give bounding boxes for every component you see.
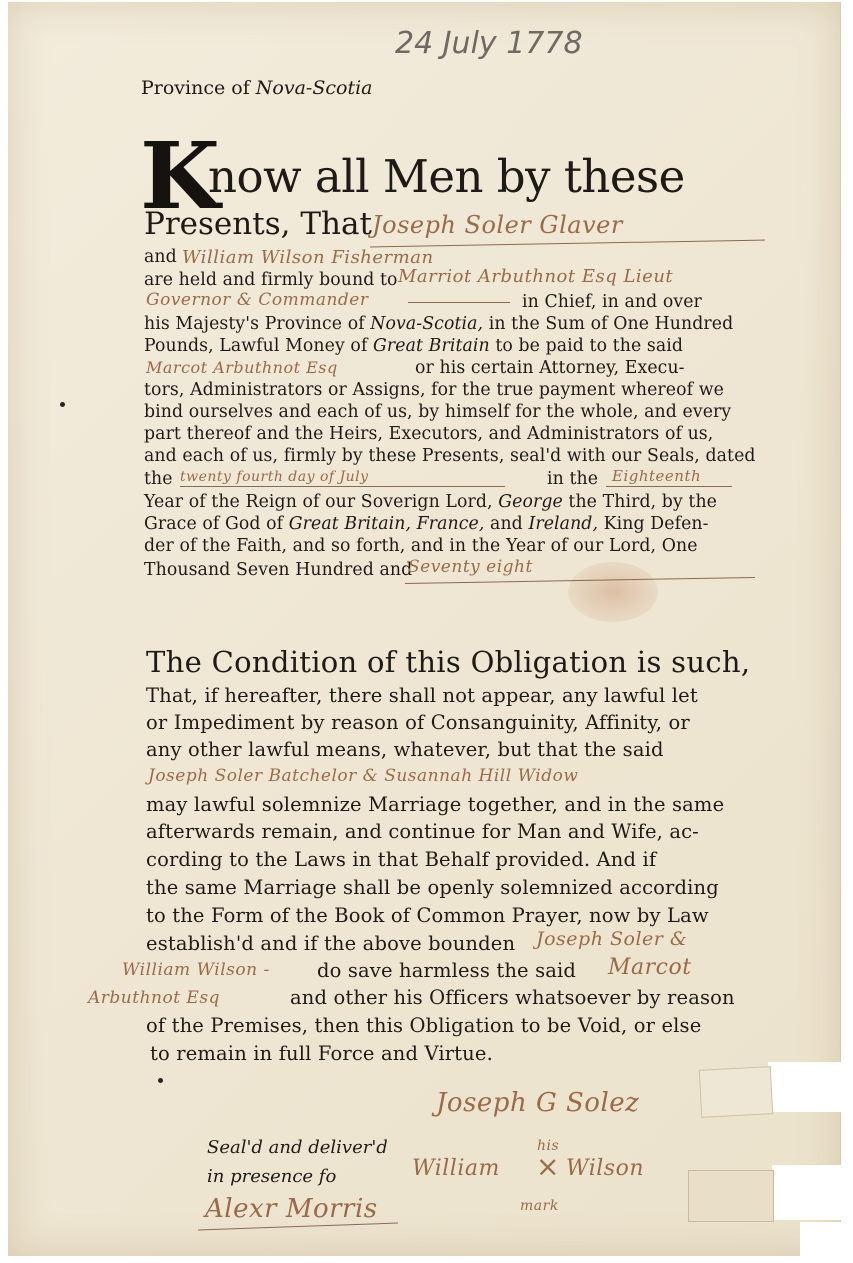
body-line-1 [144,314,733,334]
body-line-5: bind ourselves and each of us, by himself for the whole, and every [144,402,732,422]
condition-line-4: may lawful solemnize Marriage together, and in the same [146,793,725,816]
condition-line-10: do save harmless the said [317,959,577,982]
body-line-italic: France, [416,514,485,534]
signature-2a: William [412,1156,500,1181]
ink-dot [158,1078,163,1083]
body-line-text: in the Sum of One Hundred [488,314,734,334]
condition-line-12: of the Premises, then this Obligation to be Void, or else [146,1014,702,1037]
in-chief: in Chief, in and over [522,292,702,312]
obligee-line-2: Governor & Commander [146,290,369,310]
couple-handwritten: Joseph Soler Batchelor & Susannah Hill Widow [148,766,579,786]
body-line-text: and [490,514,523,534]
torn-edge-cutout [772,1165,853,1220]
condition-line-9: establish'd and if the above bounden [146,932,516,955]
body-line-text: Grace of God of [144,514,284,534]
obligee-name-handwritten: Marcot Arbuthnot Esq [146,358,338,377]
paper-fragment [699,1066,773,1118]
principal-2-handwritten: William Wilson Fisherman [182,247,434,268]
drop-cap: K [140,122,220,230]
condition-line-11: and other his Officers whatsoever by reason [290,986,735,1009]
condition-line-6: cording to the Laws in that Behalf provided. And if [146,848,657,871]
heading-line-1: now all Men by these [208,150,685,203]
body-line-italic: Ireland, [528,514,599,534]
witness-signature: Alexr Morris [205,1194,378,1224]
witness-label-2: in presence fo [207,1166,337,1187]
torn-edge-cutout [768,1062,853,1112]
principal-1-handwritten: Joseph Soler Glaver [372,211,623,239]
body-line-4: tors, Administrators or Assigns, for the true payment whereof we [144,380,724,400]
in-the: in the [547,469,599,489]
body-line-italic: Great Britain [373,336,490,356]
date-day-handwritten: twenty fourth day of July [180,469,369,485]
signature-1: Joseph G Solez [436,1088,640,1118]
signature-2b: Wilson [566,1156,645,1181]
condition-line-1: That, if hereafter, there shall not appear, any lawful let [146,684,698,707]
body-line-italic: Great Britain, [288,514,412,534]
condition-line-3: any other lawful means, whatever, but that the said [146,738,664,761]
bounden-2-handwritten: William Wilson - [122,960,270,980]
body-line-7: and each of us, firmly by these Presents, seal'd with our Seals, dated [144,446,756,466]
and-word: and [144,247,177,267]
pencil-date: 24 July 1778 [395,26,583,61]
obligee-line-1: Marriot Arbuthnot Esq Lieut [398,266,674,287]
province-prefix: Province of [141,77,250,99]
signature-his: his [537,1138,560,1154]
body-line-text: his Majesty's Province of [144,314,365,334]
heading-line-2: Presents, That [144,206,372,242]
body-line-6: part thereof and the Heirs, Executors, and Administrators of us, [144,424,714,444]
body-line-9 [144,492,717,512]
body-line-italic: George [498,492,563,512]
ink-dot [60,402,65,407]
fill-line [606,486,732,487]
paper-stain [568,562,658,622]
condition-heading: The Condition of this Obligation is such, [146,645,751,679]
body-line-italic: Nova-Scotia, [370,314,484,334]
body-line-10 [144,514,709,534]
paper-fragment [688,1170,774,1222]
signature-mark: mark [520,1198,559,1214]
condition-line-2: or Impediment by reason of Consanguinity, Affinity, or [146,711,690,734]
obligee-3a-handwritten: Marcot [608,955,692,980]
body-line-2 [144,336,683,356]
the-word: the [144,469,173,489]
body-line-text: Pounds, Lawful Money of [144,336,368,356]
obligee-3b-handwritten: Arbuthnot Esq [88,988,220,1008]
bounden-1-handwritten: Joseph Soler & [536,928,688,950]
condition-line-7: the same Marriage shall be openly solemnized according [146,876,719,899]
condition-line-13: to remain in full Force and Virtue. [150,1042,493,1065]
province-name: Nova-Scotia [255,77,373,99]
province-line [141,77,372,99]
condition-line-8: to the Form of the Book of Common Prayer, now by Law [146,904,709,927]
torn-edge-cutout [800,1222,853,1263]
regnal-year-handwritten: Eighteenth [612,467,702,485]
condition-line-5: afterwards remain, and continue for Man and Wife, ac- [146,820,699,843]
body-line-text: the Third, by the [568,492,718,512]
attorney-phrase: or his certain Attorney, Execu- [415,358,685,378]
body-line-text: King Defen- [603,514,709,534]
witness-label-1: Seal'd and deliver'd [207,1137,388,1158]
body-line-text: to be paid to the said [495,336,684,356]
body-line-11: der of the Faith, and so forth, and in the Year of our Lord, One [144,536,698,556]
body-line-text: Year of the Reign of our Soverign Lord, [144,492,493,512]
body-line-12: Thousand Seven Hundred and [144,560,413,580]
fill-line [408,302,510,303]
bound-phrase: are held and firmly bound to [144,270,398,290]
year-handwritten: Seventy eight [408,557,533,577]
signature-cross-mark: × [536,1150,560,1183]
fill-line [180,486,505,487]
